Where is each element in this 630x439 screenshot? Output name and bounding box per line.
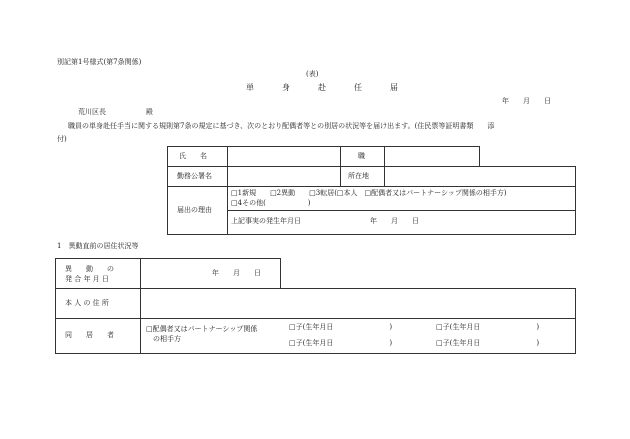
move-date-value[interactable]: 年 月 日 <box>212 269 261 277</box>
side-label: (表) <box>306 70 319 78</box>
address-label: 本 人 の 住 所 <box>65 299 109 307</box>
section-heading: 1 異動直前の居住状況等 <box>57 242 139 250</box>
spouse-checkbox-line1[interactable]: □配偶者又はパートナーシップ関係 <box>146 325 258 333</box>
name-field[interactable] <box>229 148 338 165</box>
reason-label: 届出の理由 <box>177 206 212 214</box>
occurrence-date-value[interactable]: 年 月 日 <box>370 217 419 225</box>
move-date-label-line2: 発 合 年 月 日 <box>65 275 109 283</box>
child-checkbox-4[interactable]: □子(生年月日 ) <box>436 339 540 347</box>
name-label: 氏 名 <box>179 152 207 160</box>
move-date-label-line1: 異 動 の <box>65 265 114 273</box>
address-field[interactable] <box>142 290 574 317</box>
position-field[interactable] <box>386 148 478 165</box>
child-checkbox-2[interactable]: □子(生年月日 ) <box>436 323 540 331</box>
child-checkbox-1[interactable]: □子(生年月日 ) <box>289 323 393 331</box>
submission-date: 年 月 日 <box>502 97 551 105</box>
household-label: 同 居 者 <box>65 331 114 339</box>
child-checkbox-3[interactable]: □子(生年月日 ) <box>289 339 393 347</box>
reason-options-line1[interactable]: □1新規 □2異動 □3転居(□本人 □配偶者又はパートナーシップ関係の相手方) <box>231 189 507 197</box>
office-field[interactable] <box>229 168 338 185</box>
intro-text-line1: 職員の単身赴任手当に関する規則第7条の規定に基づき、次のとおり配偶者等との別居の状況等を届け出ます。(住民票等証明書類 添 <box>68 122 495 130</box>
addressee-ward: 荒川区長 <box>78 108 106 116</box>
spouse-checkbox-line2: の相手方 <box>153 335 181 343</box>
office-label: 勤務公署名 <box>177 172 212 180</box>
intro-text-line2: 付) <box>57 135 67 143</box>
reason-options-line2[interactable]: □4その他( ) <box>231 199 311 207</box>
page-title: 単 身 赴 任 届 <box>246 83 408 92</box>
location-field[interactable] <box>386 168 574 185</box>
addressee-honorific: 殿 <box>146 108 153 116</box>
location-label: 所在地 <box>348 172 369 180</box>
occurrence-date-label: 上記事実の発生年月日 <box>231 217 301 225</box>
position-label: 職 <box>358 152 365 160</box>
form-reference: 別記第1号様式(第7条関係) <box>57 58 142 66</box>
